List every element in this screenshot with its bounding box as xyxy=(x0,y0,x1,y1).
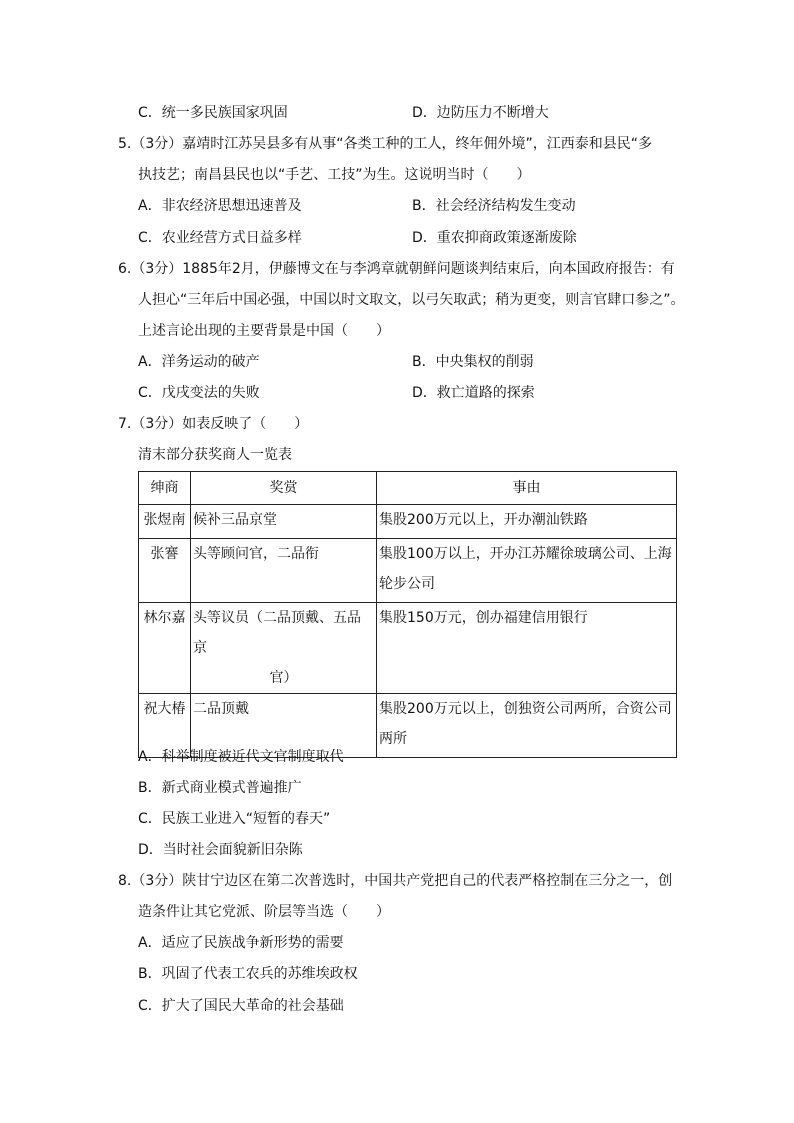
q4-option-c: C．统一多民族国家巩固 xyxy=(138,105,288,121)
q8-option-b: B．巩固了代表工农兵的苏维埃政权 xyxy=(138,966,358,982)
reason-line1: 集股200万元以上，创独资公司两所，合资公司 xyxy=(379,701,672,717)
q6-option-a: A．洋务运动的破产 xyxy=(138,354,260,370)
award-cell: 二品顶戴 xyxy=(191,694,377,758)
q8-stem-line1: 8.（3分）陕甘宁边区在第二次普选时，中国共产党把自己的代表严格控制在三分之一，创 xyxy=(118,873,673,889)
merchant-name: 祝大椿 xyxy=(139,694,191,758)
q6-option-b: B．中央集权的削弱 xyxy=(412,354,534,370)
q6-option-d: D．救亡道路的探索 xyxy=(412,385,535,401)
q8-option-c: C．扩大了国民大革命的社会基础 xyxy=(138,998,344,1014)
reason-line1: 集股100万以上，开办江苏耀徐玻璃公司、上海 xyxy=(379,546,672,562)
table-row xyxy=(139,539,677,603)
header-reason: 事由 xyxy=(377,472,677,505)
table-row xyxy=(139,505,677,539)
reason-line2: 轮步公司 xyxy=(379,576,435,592)
q5-option-c: C．农业经营方式日益多样 xyxy=(138,230,302,246)
reason-cell: 集股150万元，创办福建信用银行 xyxy=(377,603,677,694)
q6-stem-line3: 上述言论出现的主要背景是中国（ ） xyxy=(138,323,390,339)
table-row xyxy=(139,603,677,694)
q7-stem: 7.（3分）如表反映了（ ） xyxy=(118,416,309,432)
award-cell: 头等顾问官，二品衔 xyxy=(191,539,377,603)
header-award: 奖赏 xyxy=(191,472,377,505)
table-header-row xyxy=(139,472,677,505)
q6-stem-line2: 人担心“三年后中国必强，中国以时文取文，以弓矢取武；稍为更变，则言官肆口参之”。 xyxy=(138,292,685,308)
q7-option-d: D．当时社会面貌新旧杂陈 xyxy=(138,842,303,858)
q7-table-title: 清末部分获奖商人一览表 xyxy=(138,447,292,463)
merchant-name: 张煜南 xyxy=(139,505,191,539)
q6-stem-line1: 6.（3分）1885年2月，伊藤博文在与李鸿章就朝鲜问题谈判结束后，向本国政府报告：有 xyxy=(118,261,675,277)
q5-option-b: B．社会经济结构发生变动 xyxy=(412,198,576,214)
q5-stem-line1: 5.（3分）嘉靖时江苏吴县多有从事“各类工种的工人，终年佣外境”，江西泰和县民“多 xyxy=(118,136,653,152)
merchant-name: 林尔嘉 xyxy=(139,603,191,694)
q7-merchants-table xyxy=(138,471,677,758)
reason-cell xyxy=(377,694,677,758)
q7-option-c: C．民族工业进入“短暂的春天” xyxy=(138,811,331,827)
q7-option-a: A．科举制度被近代文官制度取代 xyxy=(138,749,344,765)
q8-stem-line2: 造条件让其它党派、阶层等当选（ ） xyxy=(138,904,390,920)
q7-option-b: B．新式商业模式普遍推广 xyxy=(138,780,302,796)
q4-option-d: D．边防压力不断增大 xyxy=(412,105,549,121)
reason-cell xyxy=(377,539,677,603)
merchant-name: 张謇 xyxy=(139,539,191,603)
q6-option-c: C．戊戌变法的失败 xyxy=(138,385,260,401)
award-cell xyxy=(191,603,377,694)
award-line2: 官） xyxy=(269,670,298,686)
reason-cell: 集股200万元以上，开办潮汕铁路 xyxy=(377,505,677,539)
q5-option-d: D．重农抑商政策逐渐废除 xyxy=(412,230,577,246)
q8-option-a: A．适应了民族战争新形势的需要 xyxy=(138,935,344,951)
award-line1: 头等议员（二品顶戴、五品京 xyxy=(193,610,361,656)
q5-option-a: A．非农经济思想迅速普及 xyxy=(138,198,302,214)
reason-line2: 两所 xyxy=(379,731,407,747)
header-merchant: 绅商 xyxy=(139,472,191,505)
q5-stem-line2: 执技艺；南昌县民也以“手艺、工技”为生。这说明当时（ ） xyxy=(138,167,531,183)
award-cell: 候补三品京堂 xyxy=(191,505,377,539)
